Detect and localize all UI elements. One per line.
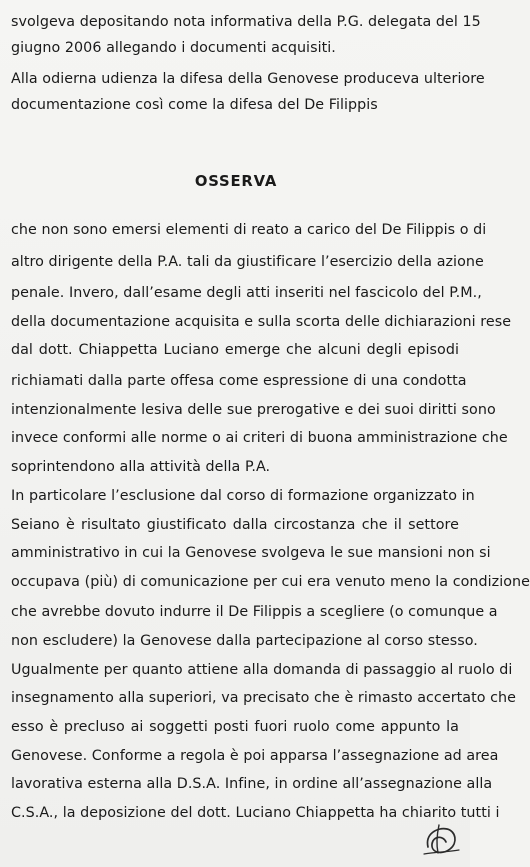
body-line-1: che non sono emersi elementi di reato a carico del De Filippis o di [11,222,487,238]
body-line-4: della documentazione acquisita e sulla scorta delle dichiarazioni rese [11,314,512,330]
intro-line-3: Alla odierna udienza la difesa della Genovese produceva ulteriore [11,71,485,87]
body-line-20: lavorativa esterna alla D.S.A. Infine, in ordine all’assegnazione alla [11,776,493,792]
body-line-7: intenzionalmente lesiva delle sue prerogative e dei suoi diritti sono [11,402,496,418]
body-line-17: insegnamento alla superiori, va precisato che è rimasto accertato che [11,690,516,706]
body-line-5: dal dott. Chiappetta Luciano emerge che alcuni degli episodi [11,342,459,358]
body-line-6: richiamati dalla parte offesa come espressione di una condotta [11,373,467,389]
body-line-16: Ugualmente per quanto attiene alla domanda di passaggio al ruolo di [11,662,513,678]
body-line-11: Seiano è risultato giustificato dalla circostanza che il settore [11,517,459,533]
body-line-19: Genovese. Conforme a regola è poi apparsa l’assegnazione ad area [11,748,499,764]
body-line-15: non escludere) la Genovese dalla partecipazione al corso stesso. [11,633,478,649]
intro-line-1: svolgeva depositando nota informativa della P.G. delegata del 15 [11,14,481,30]
body-line-13: occupava (più) di comunicazione per cui era venuto meno la condizione [11,574,530,590]
body-line-3: penale. Invero, dall’esame degli atti inseriti nel fascicolo del P.M., [11,285,482,301]
section-heading: OSSERVA [194,173,278,190]
body-line-14: che avrebbe dovuto indurre il De Filippis a scegliere (o comunque a [11,604,498,620]
body-line-18: esso è precluso ai soggetti posti fuori ruolo come appunto la [11,719,459,735]
intro-line-2: giugno 2006 allegando i documenti acquisiti. [11,40,336,56]
intro-line-4: documentazione così come la difesa del De Filippis [11,97,378,113]
body-line-21: C.S.A., la deposizione del dott. Luciano Chiappetta ha chiarito tutti i [11,805,500,821]
handwritten-initial [420,819,462,859]
body-line-10: In particolare l’esclusione dal corso di formazione organizzato in [11,488,475,504]
body-line-9: soprintendono alla attività della P.A. [11,459,271,475]
body-line-2: altro dirigente della P.A. tali da giustificare l’esercizio della azione [11,254,484,270]
body-line-8: invece conformi alle norme o ai criteri di buona amministrazione che [11,430,508,446]
body-line-12: amministrativo in cui la Genovese svolgeva le sue mansioni non si [11,545,491,561]
